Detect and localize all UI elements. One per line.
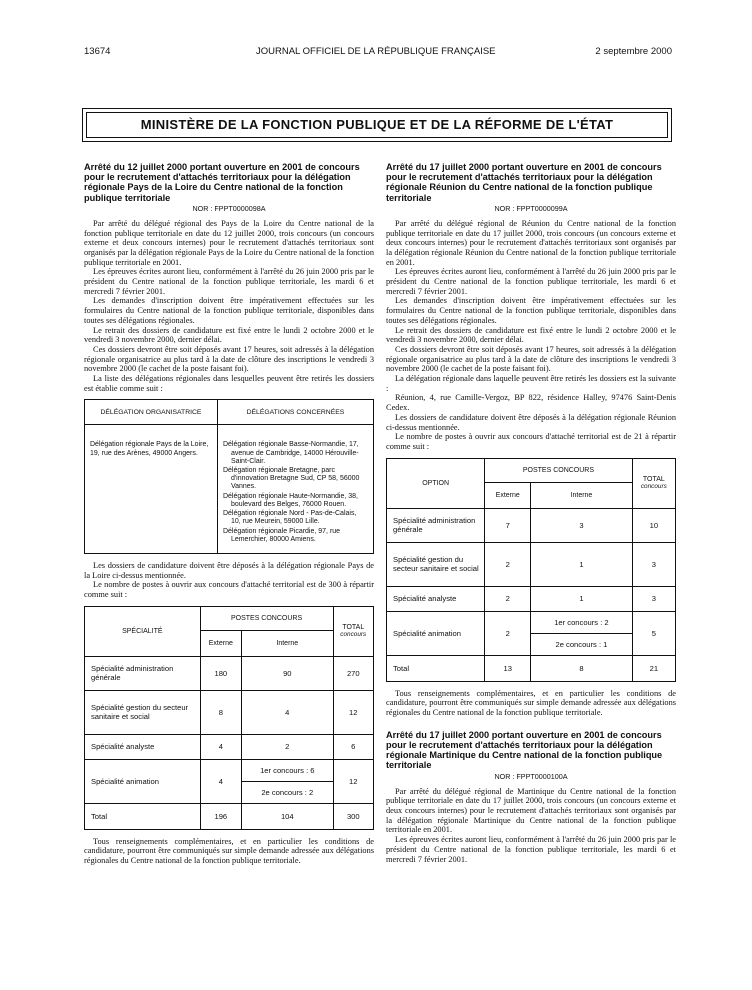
paragraph: Ces dossiers devront être soit déposés avant 17 heures, soit adressés à la délégation régionale organisatrice au plus tard à la date de clôture des inscriptions le vendredi 3 novembre 2000 (le cachet de la poste faisant foi).	[386, 344, 676, 374]
page-number: 13674	[84, 46, 111, 57]
running-header	[84, 46, 672, 60]
nor-reference: NOR : FPPT0000098A	[192, 203, 266, 213]
table-row: 2e concours : 1	[387, 633, 676, 655]
column-header: Interne	[531, 482, 632, 508]
paragraph: Les épreuves écrites auront lieu, conformément à l'arrêté du 26 juin 2000 pris par le président du Centre national de la fonction publique territoriale, les mardi 6 et mercredi 7 février 2001.	[386, 267, 676, 296]
posts-table	[386, 458, 676, 682]
nor-reference: NOR : FPPT0000099A	[494, 203, 568, 213]
journal-title: JOURNAL OFFICIEL DE LA RÉPUBLIQUE FRANÇAISE	[256, 46, 496, 57]
paragraph: Les épreuves écrites auront lieu, conformément à l'arrêté du 26 juin 2000 pris par le président du Centre national de la fonction publique territoriale, les mardi 6 et mercredi 7 février 2001.	[84, 267, 374, 296]
table-row: Spécialité animation 2 1er concours : 2 5	[387, 611, 676, 633]
paragraph: Les dossiers de candidature doivent être déposés à la délégation régionale Pays de la Loire ci-dessus mentionnée.	[84, 560, 374, 580]
paragraph: Les demandes d'inscription doivent être impérativement effectuées sur les formulaires du Centre national de la fonction publique territoriale, disponibles dans toutes ses délégations régionales.	[386, 296, 676, 325]
column-header: Interne	[242, 630, 334, 656]
decree-body	[84, 219, 374, 394]
paragraph: Le nombre de postes à ouvrir aux concours d'attaché territorial est de 21 à répartir comme suit :	[386, 432, 676, 451]
column-header: OPTION	[387, 458, 485, 508]
table-row: Spécialité animation 4 1er concours : 6 12	[85, 759, 374, 781]
paragraph: Le nombre de postes à ouvrir aux concours d'attaché territorial est de 300 à répartir comme suit :	[84, 580, 374, 600]
list-item: Délégation régionale Haute-Normandie, 38, boulevard des Belges, 76000 Rouen.	[222, 492, 358, 508]
ministry-banner: MINISTÈRE DE LA FONCTION PUBLIQUE ET DE LA RÉFORME DE L'ÉTAT	[86, 112, 668, 138]
decree-title: Arrêté du 17 juillet 2000 portant ouverture en 2001 de concours pour le recrutement d'attachés territoriaux pour la délégation régionale Réunion du Centre national de la fonction publique territoriale	[386, 162, 662, 203]
column-header: TOTAL concours	[632, 458, 675, 508]
paragraph: Le retrait des dossiers de candidature est fixé entre le lundi 2 octobre 2000 et le vendredi 3 novembre 2000, dernier délai.	[84, 325, 374, 345]
right-column	[386, 162, 676, 864]
nor-reference: NOR : FPPT0000100A	[494, 771, 568, 781]
decree-title: Arrêté du 12 juillet 2000 portant ouverture en 2001 de concours pour le recrutement d'attachés territoriaux pour la délégation régionale Pays de la Loire du Centre national de la fonction publique territoriale	[84, 162, 360, 203]
concerned-delegations	[217, 425, 373, 553]
paragraph: Les épreuves écrites auront lieu, conformément à l'arrêté du 26 juin 2000 pris par le président du Centre national de la fonction publique territoriale, les mardi 6 et mercredi 7 février 2001.	[386, 835, 676, 864]
paragraph: La liste des délégations régionales dans lesquelles peuvent être retirés les dossiers est établie comme suit :	[84, 374, 374, 393]
issue-date: 2 septembre 2000	[595, 46, 672, 57]
table-row: 2e concours : 2	[85, 781, 374, 803]
paragraph: Tous renseignements complémentaires, et en particulier les conditions de candidature, pourront être communiqués sur simple demande adressée aux délégations régionales du Centre national de la fonction publique territoriale.	[84, 836, 374, 866]
table-row: Spécialité administration générale 180 90 270	[85, 656, 374, 690]
table-row: Total 13 8 21	[387, 655, 676, 681]
list-item: Délégation régionale Basse-Normandie, 17, avenue de Cambridge, 14000 Hérouville-Saint-Clair.	[222, 441, 359, 465]
decree-title: Arrêté du 17 juillet 2000 portant ouverture en 2001 de concours pour le recrutement d'attachés territoriaux pour la délégation régionale Martinique du Centre national de la fonction publique territoriale	[386, 729, 663, 771]
organising-delegation: Délégation régionale Pays de la Loire, 19, rue des Arènes, 49000 Angers.	[85, 425, 218, 553]
paragraph: Ces dossiers devront être soit déposés avant 17 heures, soit adressés à la délégation régionale organisatrice au plus tard à la date de clôture des inscriptions le vendredi 3 novembre 2000 (le cachet de la poste faisant foi).	[84, 344, 374, 374]
table-row: Total 196 104 300	[85, 803, 374, 829]
column-header: SPÉCIALITÉ	[85, 606, 201, 656]
posts-table	[84, 606, 374, 830]
table-row: Spécialité gestion du secteur sanitaire et social 8 4 12	[85, 690, 374, 734]
column-header: POSTES CONCOURS	[200, 606, 333, 630]
table-row: Spécialité analyste 2 1 3	[387, 586, 676, 611]
delegations-table	[84, 399, 374, 553]
paragraph: Par arrêté du délégué régional de Martinique du Centre national de la fonction publique territoriale en date du 17 juillet 2000, trois concours (un concours externe et deux concours internes) pour le recrutement d'attachés territoriaux sont organisés par la délégation régionale Martinique du Centre national de la fonction publique territoriale en 2001.	[386, 786, 676, 835]
paragraph: Réunion, 4, rue Camille-Vergoz, BP 822, résidence Halley, 97476 Saint-Denis Cedex.	[386, 393, 676, 413]
decree-body	[386, 219, 676, 452]
paragraph: Les demandes d'inscription doivent être impérativement effectuées sur les formulaires du Centre national de la fonction publique territoriale, disponibles dans toutes ses délégations régionales.	[84, 296, 374, 325]
table-row: Spécialité analyste 4 2 6	[85, 734, 374, 759]
paragraph: Les dossiers de candidature doivent être déposés à la délégation régionale Réunion ci-dessus mentionnée.	[386, 412, 676, 432]
list-item: Délégation régionale Nord - Pas-de-Calais, 10, rue Meurein, 59000 Lille.	[222, 510, 357, 526]
paragraph: Par arrêté du délégué régional de Réunion du Centre national de la fonction publique territoriale en date du 17 juillet 2000, trois concours (un concours externe et deux concours internes) pour le recrutement d'attachés territoriaux sont organisés par la délégation régionale Réunion du Centre national de la fonction publique territoriale en 2001.	[386, 218, 676, 267]
list-item: Délégation régionale Picardie, 97, rue Lemerchier, 80000 Amiens.	[222, 527, 341, 543]
column-header: DÉLÉGATION ORGANISATRICE	[85, 400, 218, 425]
list-item: Délégation régionale Bretagne, parc d'innovation Bretagne Sud, CP 58, 56000 Vannes.	[222, 467, 360, 491]
paragraph: Tous renseignements complémentaires, et en particulier les conditions de candidature, pourront être communiqués sur simple demande adressée aux délégations régionales du Centre national de la fonction publique territoriale.	[386, 688, 676, 718]
table-row: Spécialité administration générale 7 3 10	[387, 508, 676, 542]
column-header: DÉLÉGATIONS CONCERNÉES	[217, 400, 373, 425]
column-header: Externe	[485, 482, 531, 508]
paragraph: La délégation régionale dans laquelle peuvent être retirés les dossiers est la suivante :	[386, 374, 676, 393]
left-column	[84, 162, 374, 866]
column-header: POSTES CONCOURS	[485, 458, 632, 482]
paragraph: Par arrêté du délégué régional des Pays de la Loire du Centre national de la fonction publique territoriale en date du 12 juillet 2000, trois concours (un concours externe et deux concours internes) pour le recrutement d'attachés territoriaux sont organisés par la délégation régionale Pays de la Loire du Centre national de la fonction publique territoriale en 2001.	[84, 218, 374, 267]
column-header: Externe	[200, 630, 241, 656]
column-header: TOTAL concours	[333, 606, 373, 656]
table-row: Spécialité gestion du secteur sanitaire et social 2 1 3	[387, 542, 676, 586]
paragraph: Le retrait des dossiers de candidature est fixé entre le lundi 2 octobre 2000 et le vendredi 3 novembre 2000, dernier délai.	[386, 325, 676, 345]
